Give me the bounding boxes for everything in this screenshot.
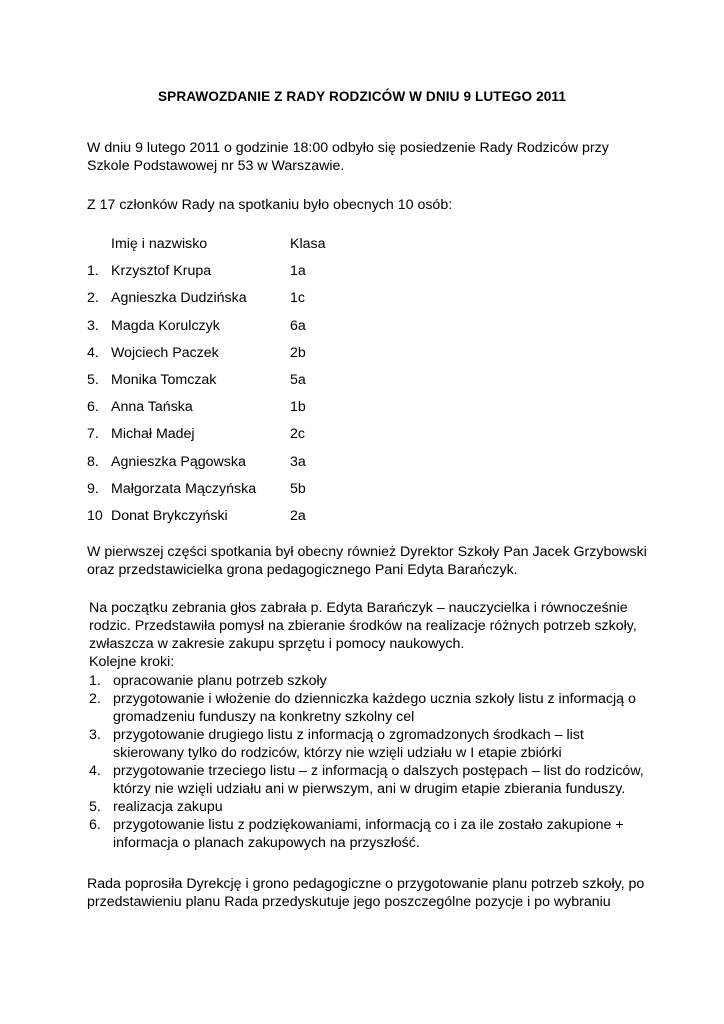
member-name: Anna Tańska: [111, 399, 193, 416]
step-item: [89, 690, 649, 726]
step-number: 2.: [89, 691, 101, 707]
step-item: [89, 726, 649, 762]
member-name: Agnieszka Dudzińska: [111, 290, 247, 307]
step-number: 5.: [89, 799, 101, 815]
step-text: przygotowanie listu z podziękowaniami, informacją co i za ile zostało zakupione + informacja o planach zakupowych na przyszłość.: [113, 817, 624, 851]
member-row: [87, 480, 487, 507]
header-class: Klasa: [290, 236, 326, 252]
document-title: SPRAWOZDANIE Z RADY RODZICÓW W DNIU 9 LUTEGO 2011: [158, 89, 566, 104]
step-item: [89, 672, 649, 690]
member-row: [87, 317, 487, 344]
member-name: Agnieszka Pągowska: [111, 453, 246, 470]
member-name: Magda Korulczyk: [111, 317, 220, 334]
member-number: 3.: [87, 317, 99, 334]
step-number: 1.: [89, 673, 101, 689]
members-list: [87, 235, 487, 534]
member-row: [87, 398, 487, 425]
step-item: [89, 816, 649, 852]
member-name: Małgorzata Mączyńska: [111, 480, 257, 497]
member-number: 10: [87, 507, 103, 524]
member-class: 2a: [290, 507, 306, 524]
attendance-paragraph: Z 17 członków Rady na spotkaniu było obecnych 10 osób:: [87, 197, 453, 213]
member-class: 6a: [290, 317, 306, 334]
members-header: [87, 235, 487, 262]
step-text: opracowanie planu potrzeb szkoły: [113, 673, 327, 689]
member-name: Michał Madej: [111, 426, 195, 443]
step-number: 6.: [89, 817, 101, 833]
step-text: przygotowanie drugiego listu z informacją o zgromadzonych środkach – list skierowany tylko do rodziców, którzy nie wzięli udziału w I etapie zbiórki: [113, 727, 584, 761]
step-text: przygotowanie trzeciego listu – z informacją o dalszych postępach – list do rodziców, którzy nie wzięli udziału ani w pierwszym, ani w drugim etapie zbierania funduszy.: [113, 763, 644, 797]
header-name: Imię i nazwisko: [111, 236, 208, 252]
member-number: 1.: [87, 263, 99, 280]
member-number: 4.: [87, 344, 99, 361]
member-row: [87, 453, 487, 480]
closing-paragraph: Rada poprosiła Dyrekcję i grono pedagogiczne o przygotowanie planu potrzeb szkoły, po przedstawieniu planu Rada przedyskutuje jego poszczególne pozycje i po wybraniu: [87, 876, 645, 910]
steps-list: [89, 672, 649, 852]
speaker-paragraph: [89, 599, 649, 671]
step-number: 4.: [89, 763, 101, 779]
guests-paragraph: W pierwszej części spotkania był obecny również Dyrektor Szkoły Pan Jacek Grzybowski oraz przedstawicielka grona pedagogicznego Pani Edyta Barańczyk.: [87, 544, 647, 578]
member-class: 1c: [290, 290, 305, 307]
step-text: realizacja zakupu: [113, 799, 223, 815]
intro-paragraph: W dniu 9 lutego 2011 o godzinie 18:00 odbyło się posiedzenie Rady Rodziców przy Szkole Podstawowej nr 53 w Warszawie.: [87, 140, 609, 174]
member-number: 5.: [87, 371, 99, 388]
member-row: [87, 289, 487, 316]
member-number: 6.: [87, 399, 99, 416]
member-class: 2c: [290, 426, 305, 443]
speaker-line: Na początku zebrania głos zabrała p. Edyta Barańczyk – nauczycielka i równocześnie: [89, 600, 628, 616]
member-name: Donat Brykczyński: [111, 507, 228, 524]
step-item: [89, 762, 649, 798]
member-class: 1a: [290, 263, 306, 280]
member-number: 2.: [87, 290, 99, 307]
member-name: Krzysztof Krupa: [111, 263, 212, 280]
speaker-line: rodzic. Przedstawiła pomysł na zbieranie środków na realizacje różnych potrzeb szkoły,: [89, 618, 637, 634]
member-row: [87, 262, 487, 289]
member-name: Monika Tomczak: [111, 371, 217, 388]
step-item: [89, 798, 649, 816]
member-class: 5a: [290, 371, 306, 388]
member-name: Wojciech Paczek: [111, 344, 219, 361]
step-number: 3.: [89, 727, 101, 743]
speaker-line: zwłaszcza w zakresie zakupu sprzętu i pomocy naukowych.: [89, 636, 465, 652]
member-number: 8.: [87, 453, 99, 470]
member-row: [87, 344, 487, 371]
member-class: 5b: [290, 480, 306, 497]
member-class: 1b: [290, 399, 306, 416]
steps-heading: Kolejne kroki:: [89, 654, 175, 670]
member-number: 7.: [87, 426, 99, 443]
member-row: [87, 425, 487, 452]
member-class: 3a: [290, 453, 306, 470]
member-row: [87, 371, 487, 398]
member-class: 2b: [290, 344, 306, 361]
step-text: przygotowanie i włożenie do dzienniczka każdego ucznia szkoły listu z informacją o gromadzeniu funduszy na konkretny szkolny cel: [113, 691, 636, 725]
member-row: [87, 507, 487, 534]
member-number: 9.: [87, 480, 99, 497]
